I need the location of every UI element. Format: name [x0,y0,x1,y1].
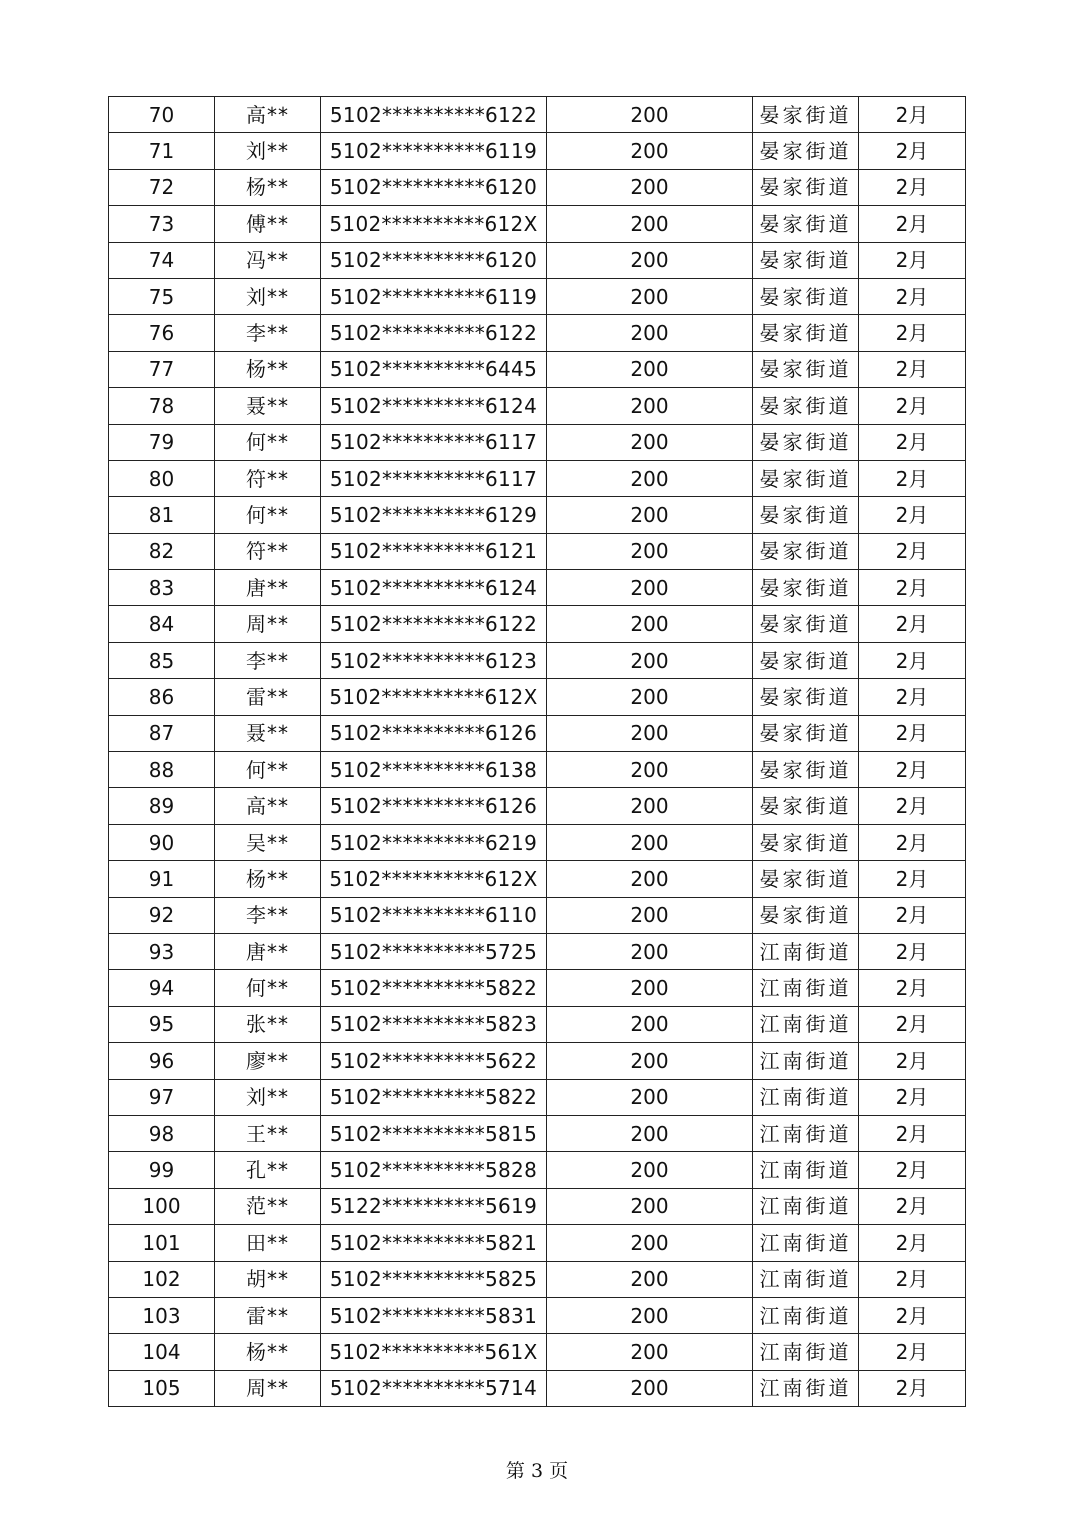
cell-id-number: 5102**********6110 [321,897,547,933]
cell-name: 杨** [215,351,321,387]
cell-street: 晏家街道 [753,606,859,642]
cell-name: 周** [215,606,321,642]
cell-amount: 200 [547,642,753,678]
table-row [109,206,966,242]
cell-street: 晏家街道 [753,897,859,933]
cell-month: 2月 [859,970,966,1006]
cell-number: 104 [109,1334,215,1370]
cell-number: 81 [109,497,215,533]
cell-id-number: 5102**********6124 [321,570,547,606]
table-row [109,824,966,860]
cell-amount: 200 [547,242,753,278]
cell-month: 2月 [859,1188,966,1224]
cell-street: 江南街道 [753,1370,859,1406]
table-row [109,460,966,496]
cell-street: 江南街道 [753,1043,859,1079]
cell-amount: 200 [547,752,753,788]
cell-id-number: 5102**********6126 [321,788,547,824]
cell-amount: 200 [547,570,753,606]
subsidy-table [108,96,966,1407]
cell-number: 70 [109,97,215,133]
table-row [109,1334,966,1370]
cell-amount: 200 [547,1370,753,1406]
cell-month: 2月 [859,788,966,824]
cell-street: 晏家街道 [753,497,859,533]
cell-number: 105 [109,1370,215,1406]
cell-id-number: 5102**********6219 [321,824,547,860]
cell-month: 2月 [859,424,966,460]
table-row [109,679,966,715]
page-number: 第 3 页 [505,1460,569,1482]
cell-id-number: 5102**********5822 [321,970,547,1006]
cell-name: 杨** [215,169,321,205]
table-row [109,642,966,678]
cell-name: 杨** [215,861,321,897]
cell-number: 87 [109,715,215,751]
cell-month: 2月 [859,1152,966,1188]
table-row [109,752,966,788]
cell-id-number: 5102**********6123 [321,642,547,678]
cell-month: 2月 [859,1261,966,1297]
cell-street: 江南街道 [753,1079,859,1115]
cell-amount: 200 [547,1188,753,1224]
table-row [109,388,966,424]
cell-street: 江南街道 [753,1006,859,1042]
cell-name: 何** [215,497,321,533]
cell-amount: 200 [547,388,753,424]
cell-number: 91 [109,861,215,897]
cell-month: 2月 [859,715,966,751]
cell-id-number: 5102**********6121 [321,533,547,569]
cell-street: 晏家街道 [753,278,859,314]
cell-month: 2月 [859,1115,966,1151]
cell-name: 雷** [215,1297,321,1333]
cell-month: 2月 [859,1225,966,1261]
cell-id-number: 5102**********5725 [321,933,547,969]
table-row [109,1297,966,1333]
cell-name: 范** [215,1188,321,1224]
cell-month: 2月 [859,1043,966,1079]
cell-name: 聂** [215,715,321,751]
cell-street: 晏家街道 [753,351,859,387]
cell-street: 晏家街道 [753,315,859,351]
cell-number: 88 [109,752,215,788]
cell-amount: 200 [547,1225,753,1261]
cell-id-number: 5102**********5815 [321,1115,547,1151]
table-row [109,1115,966,1151]
cell-name: 李** [215,315,321,351]
cell-number: 78 [109,388,215,424]
cell-street: 江南街道 [753,1225,859,1261]
cell-amount: 200 [547,460,753,496]
cell-month: 2月 [859,1297,966,1333]
table-row [109,351,966,387]
cell-number: 82 [109,533,215,569]
cell-month: 2月 [859,351,966,387]
cell-name: 胡** [215,1261,321,1297]
cell-id-number: 5102**********6120 [321,169,547,205]
cell-name: 高** [215,788,321,824]
cell-name: 王** [215,1115,321,1151]
cell-id-number: 5102**********6117 [321,460,547,496]
cell-id-number: 5102**********6119 [321,278,547,314]
cell-amount: 200 [547,169,753,205]
cell-id-number: 5102**********6138 [321,752,547,788]
cell-amount: 200 [547,897,753,933]
cell-amount: 200 [547,1006,753,1042]
cell-number: 103 [109,1297,215,1333]
cell-month: 2月 [859,897,966,933]
table-row [109,315,966,351]
cell-street: 晏家街道 [753,861,859,897]
cell-number: 79 [109,424,215,460]
cell-street: 江南街道 [753,1188,859,1224]
cell-name: 李** [215,642,321,678]
cell-number: 84 [109,606,215,642]
cell-street: 晏家街道 [753,570,859,606]
cell-month: 2月 [859,97,966,133]
cell-amount: 200 [547,1115,753,1151]
cell-name: 刘** [215,133,321,169]
cell-amount: 200 [547,824,753,860]
cell-id-number: 5102**********561X [321,1334,547,1370]
cell-street: 晏家街道 [753,679,859,715]
cell-amount: 200 [547,206,753,242]
cell-id-number: 5102**********5622 [321,1043,547,1079]
cell-street: 晏家街道 [753,169,859,205]
cell-name: 符** [215,533,321,569]
table-row [109,970,966,1006]
cell-id-number: 5102**********6122 [321,315,547,351]
cell-number: 97 [109,1079,215,1115]
table-row [109,242,966,278]
cell-number: 89 [109,788,215,824]
table-row [109,933,966,969]
table-body [109,97,966,1407]
cell-name: 杨** [215,1334,321,1370]
cell-name: 高** [215,97,321,133]
cell-id-number: 5102**********5828 [321,1152,547,1188]
cell-number: 73 [109,206,215,242]
cell-month: 2月 [859,388,966,424]
cell-name: 何** [215,424,321,460]
cell-street: 晏家街道 [753,206,859,242]
cell-number: 77 [109,351,215,387]
table-row [109,861,966,897]
cell-name: 雷** [215,679,321,715]
cell-number: 80 [109,460,215,496]
cell-month: 2月 [859,1334,966,1370]
cell-month: 2月 [859,460,966,496]
cell-id-number: 5102**********6117 [321,424,547,460]
cell-name: 刘** [215,1079,321,1115]
cell-month: 2月 [859,752,966,788]
cell-id-number: 5102**********6129 [321,497,547,533]
table-row [109,1079,966,1115]
cell-amount: 200 [547,1079,753,1115]
table-row [109,1006,966,1042]
table-row [109,1261,966,1297]
cell-id-number: 5102**********6445 [321,351,547,387]
cell-month: 2月 [859,497,966,533]
cell-id-number: 5102**********5714 [321,1370,547,1406]
table-row [109,169,966,205]
table-row [109,1370,966,1406]
cell-month: 2月 [859,1370,966,1406]
cell-number: 90 [109,824,215,860]
table-row [109,133,966,169]
cell-amount: 200 [547,97,753,133]
table-row [109,424,966,460]
cell-id-number: 5102**********612X [321,861,547,897]
cell-id-number: 5102**********5822 [321,1079,547,1115]
table-row [109,497,966,533]
cell-number: 76 [109,315,215,351]
cell-street: 江南街道 [753,1297,859,1333]
cell-amount: 200 [547,1261,753,1297]
cell-id-number: 5102**********6122 [321,97,547,133]
cell-street: 江南街道 [753,933,859,969]
cell-street: 晏家街道 [753,388,859,424]
cell-name: 傅** [215,206,321,242]
cell-number: 95 [109,1006,215,1042]
cell-month: 2月 [859,570,966,606]
cell-number: 96 [109,1043,215,1079]
cell-street: 江南街道 [753,1152,859,1188]
table-row [109,606,966,642]
cell-amount: 200 [547,715,753,751]
cell-name: 唐** [215,570,321,606]
cell-month: 2月 [859,169,966,205]
table-row [109,570,966,606]
cell-number: 75 [109,278,215,314]
cell-street: 晏家街道 [753,642,859,678]
table-row [109,97,966,133]
cell-number: 93 [109,933,215,969]
cell-amount: 200 [547,679,753,715]
cell-amount: 200 [547,1297,753,1333]
cell-id-number: 5102**********5825 [321,1261,547,1297]
cell-street: 晏家街道 [753,824,859,860]
table-row [109,788,966,824]
cell-number: 74 [109,242,215,278]
cell-name: 冯** [215,242,321,278]
table-row [109,533,966,569]
cell-month: 2月 [859,315,966,351]
cell-month: 2月 [859,133,966,169]
cell-name: 聂** [215,388,321,424]
cell-id-number: 5102**********612X [321,679,547,715]
cell-name: 周** [215,1370,321,1406]
cell-number: 83 [109,570,215,606]
cell-street: 晏家街道 [753,533,859,569]
cell-month: 2月 [859,642,966,678]
cell-id-number: 5122**********5619 [321,1188,547,1224]
cell-street: 江南街道 [753,1334,859,1370]
cell-id-number: 5102**********6124 [321,388,547,424]
cell-street: 晏家街道 [753,715,859,751]
cell-number: 92 [109,897,215,933]
cell-amount: 200 [547,1334,753,1370]
cell-month: 2月 [859,206,966,242]
cell-month: 2月 [859,242,966,278]
cell-street: 晏家街道 [753,97,859,133]
cell-id-number: 5102**********612X [321,206,547,242]
cell-name: 吴** [215,824,321,860]
cell-name: 刘** [215,278,321,314]
cell-amount: 200 [547,1152,753,1188]
cell-amount: 200 [547,133,753,169]
cell-id-number: 5102**********5821 [321,1225,547,1261]
cell-name: 唐** [215,933,321,969]
cell-month: 2月 [859,1079,966,1115]
table-row [109,1152,966,1188]
cell-amount: 200 [547,424,753,460]
cell-amount: 200 [547,351,753,387]
table-row [109,1225,966,1261]
cell-number: 101 [109,1225,215,1261]
cell-amount: 200 [547,315,753,351]
cell-id-number: 5102**********6122 [321,606,547,642]
cell-street: 江南街道 [753,1115,859,1151]
cell-amount: 200 [547,1043,753,1079]
cell-street: 江南街道 [753,1261,859,1297]
cell-amount: 200 [547,788,753,824]
cell-name: 符** [215,460,321,496]
cell-street: 晏家街道 [753,424,859,460]
cell-month: 2月 [859,933,966,969]
cell-amount: 200 [547,970,753,1006]
table-row [109,1188,966,1224]
cell-number: 100 [109,1188,215,1224]
cell-street: 晏家街道 [753,460,859,496]
cell-amount: 200 [547,606,753,642]
cell-amount: 200 [547,533,753,569]
cell-month: 2月 [859,606,966,642]
cell-street: 晏家街道 [753,242,859,278]
cell-name: 何** [215,752,321,788]
cell-street: 晏家街道 [753,752,859,788]
cell-name: 孔** [215,1152,321,1188]
table-row [109,715,966,751]
cell-id-number: 5102**********6119 [321,133,547,169]
cell-amount: 200 [547,933,753,969]
cell-id-number: 5102**********6126 [321,715,547,751]
cell-month: 2月 [859,533,966,569]
cell-street: 晏家街道 [753,788,859,824]
cell-id-number: 5102**********6120 [321,242,547,278]
cell-street: 江南街道 [753,970,859,1006]
cell-number: 102 [109,1261,215,1297]
cell-name: 何** [215,970,321,1006]
cell-amount: 200 [547,497,753,533]
cell-number: 72 [109,169,215,205]
cell-id-number: 5102**********5823 [321,1006,547,1042]
cell-month: 2月 [859,1006,966,1042]
cell-month: 2月 [859,278,966,314]
cell-number: 98 [109,1115,215,1151]
table-row [109,1043,966,1079]
cell-amount: 200 [547,861,753,897]
cell-id-number: 5102**********5831 [321,1297,547,1333]
cell-number: 71 [109,133,215,169]
cell-month: 2月 [859,824,966,860]
cell-month: 2月 [859,679,966,715]
cell-number: 85 [109,642,215,678]
cell-amount: 200 [547,278,753,314]
cell-name: 廖** [215,1043,321,1079]
cell-name: 张** [215,1006,321,1042]
cell-month: 2月 [859,861,966,897]
cell-name: 田** [215,1225,321,1261]
table-row [109,278,966,314]
cell-name: 李** [215,897,321,933]
table-row [109,897,966,933]
cell-number: 94 [109,970,215,1006]
cell-number: 99 [109,1152,215,1188]
cell-street: 晏家街道 [753,133,859,169]
cell-number: 86 [109,679,215,715]
